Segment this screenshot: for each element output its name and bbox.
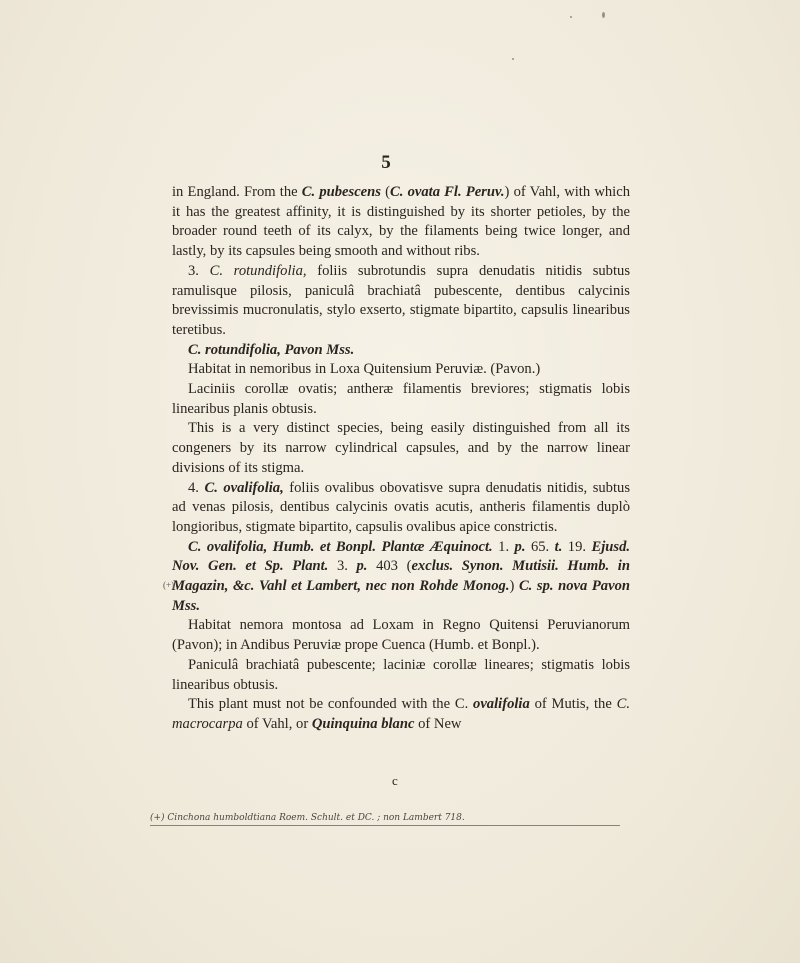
paragraph-p10 <box>172 656 630 695</box>
text-run: p. <box>514 538 526 555</box>
paper-speck <box>602 12 605 18</box>
text-run: C. sp. nova Pavon Mss. <box>172 578 630 614</box>
text-run: C. macrocarpa <box>172 696 630 732</box>
paragraph-p4 <box>172 360 630 380</box>
body-text <box>172 183 630 735</box>
text-run: C. ovata Fl. Peruv. <box>390 184 505 200</box>
text-run: C. rotundifolia, Pavon Mss. <box>188 341 355 358</box>
text-run: 3. <box>188 262 210 279</box>
text-run: exclus. Synon. Mutisii. Humb. in Magazin, &c. Vahl et Lambert, nec non Rohde Monog. <box>172 558 630 595</box>
text-run: of New <box>414 715 462 732</box>
text-run: Ejusd. Nov. Gen. et Sp. Plant. <box>172 538 631 575</box>
page-number: 5 <box>381 152 391 173</box>
text-run: C. pubescens <box>301 184 381 200</box>
text-run: ( <box>380 184 391 200</box>
paragraph-p9 <box>172 616 630 655</box>
text-run: of Mutis, the <box>529 696 617 713</box>
text-run: Paniculâ brachiatâ pubescente; laciniæ corollæ lineares; stigmatis lobis linearibus obtusis. <box>172 656 630 693</box>
paragraph-p1 <box>172 183 630 262</box>
margin-note-mark: (+) <box>163 580 175 590</box>
text-run: C. ovalifolia, Humb. et Bonpl. Plantæ Æquinoct. <box>188 538 493 555</box>
paper-speck <box>570 16 572 18</box>
text-run: Habitat in nemoribus in Loxa Quitensium Peruviæ. (Pavon.) <box>188 361 541 378</box>
text-run: in England. From the <box>172 184 302 200</box>
text-run: C. rotundifolia, <box>209 262 307 279</box>
text-run: Habitat nemora montosa ad Loxam in Regno Quitensi Peruvianorum (Pavon); in Andibus Peruviæ prope Cuenca (Humb. et Bonpl.). <box>172 617 630 654</box>
paragraph-p5 <box>172 380 630 419</box>
text-run: ) <box>509 578 519 595</box>
handwritten-footnote: (+) Cinchona humboldtiana Roem. Schult. et DC. ; non Lambert 718. <box>150 813 620 826</box>
text-run: 65. <box>525 538 555 555</box>
signature-mark: c <box>392 773 398 788</box>
paragraph-p6 <box>172 419 630 478</box>
text-run: foliis subrotundis supra denudatis nitidis subtus ramulisque pilosis, paniculâ brachiatâ pubescente, dentibus calycinis brevissimis mucronulatis, stylo exserto, stigmate bipartito, capsulis linearibus teretibus. <box>172 262 631 338</box>
text-run: Quinquina blanc <box>311 715 415 732</box>
text-run: 1. <box>492 538 515 555</box>
text-run: ovalifolia <box>473 696 530 713</box>
paragraph-p3 <box>172 341 630 361</box>
text-run: 3. <box>328 558 357 575</box>
paragraph-p2 <box>172 262 630 341</box>
text-run: C. ovalifolia, <box>204 479 284 496</box>
text-run: p. <box>356 558 368 575</box>
text-run: foliis ovalibus obovatisve supra denudatis nitidis, subtus ad venas pilosis, dentibus calycinis ovatis acutis, antheris filamentis duplò longioribus, stigmate bipartito, capsulis ovalibus apice constrictis. <box>172 479 630 535</box>
text-run: 19. <box>562 538 592 555</box>
text-run: 403 ( <box>367 558 412 575</box>
paragraph-p8 <box>172 538 630 617</box>
paragraph-p7 <box>172 479 630 538</box>
paragraph-p11 <box>172 695 630 734</box>
text-run: This is a very distinct species, being easily distinguished from all its congeners by its narrow cylindrical capsules, and by the narrow linear divisions of its stigma. <box>172 420 630 476</box>
text-run: ) of Vahl, with which it has the greatest affinity, it is distinguished by its shorter petioles, by the broader round teeth of its calyx, by the filaments being twice longer, and lastly, by its capsules being smooth and without ribs. <box>172 184 630 260</box>
text-run: t. <box>554 538 563 555</box>
text-run: This plant must not be confounded with the C. <box>188 696 474 713</box>
text-run: 4. <box>188 479 205 496</box>
paper-speck <box>512 58 514 60</box>
text-run: of Vahl, or <box>242 715 312 732</box>
text-run: Laciniis corollæ ovatis; antheræ filamentis breviores; stigmatis lobis linearibus planis obtusis. <box>172 381 630 417</box>
